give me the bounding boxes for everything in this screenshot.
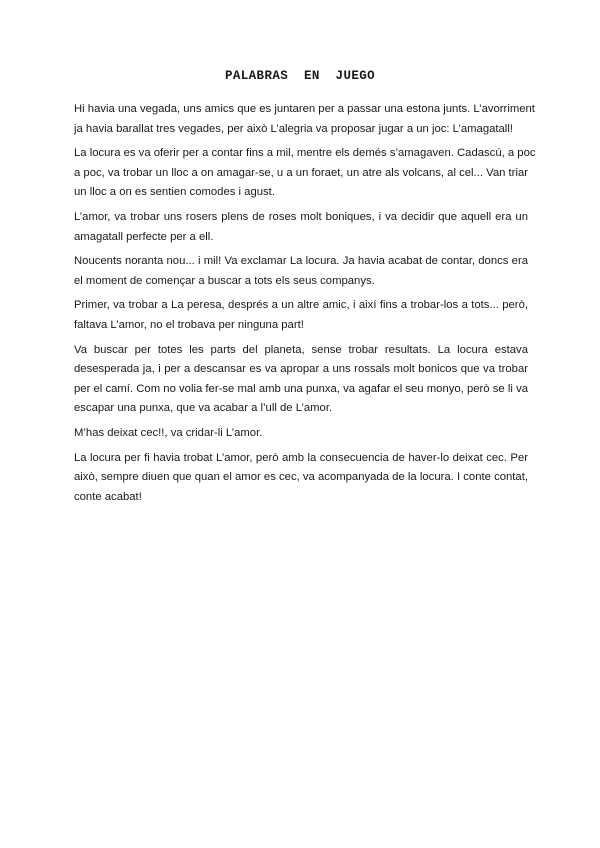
text-line: Hi havia una vegada, uns amics que es juntaren per a passar una estona junts. L’avorriment	[74, 103, 535, 115]
text-line: per el camí. Com no volia fer-se mal amb una punxa, va agafar el seu monyo, però se li va	[74, 382, 528, 395]
text-line: faltava L’amor, no el trobava per ninguna part!	[74, 318, 304, 331]
paragraph-6	[74, 341, 528, 419]
text-line: a poc, va trobar un lloc a on amagar-se, u a un foraet, un atre als volcans, al cel... Van triar	[74, 166, 528, 179]
paragraph-3	[74, 208, 528, 247]
text-line: Va buscar per totes les parts del planeta, sense trobar resultats. La locura estava	[74, 343, 528, 356]
text-line: L’amor, va trobar uns rosers plens de roses molt boniques, i va decidir que aquell era un	[74, 210, 528, 223]
paragraph-5	[74, 296, 528, 335]
text-line: Primer, va trobar a La peresa, després a un altre amic, i així fins a trobar-los a tots... però,	[74, 299, 528, 312]
text-line: Noucents noranta nou... i mil! Va exclamar La locura. Ja havia acabat de contar, doncs era	[74, 255, 528, 268]
document-body	[74, 100, 536, 512]
text-line: amagatall perfecte per a ell.	[74, 230, 214, 243]
text-line: un lloc a on es sentien comodes i agust.	[74, 186, 275, 199]
text-line: escapar una punxa, que va acabar a l’ull de L’amor.	[74, 402, 333, 415]
text-line: conte acabat!	[74, 490, 142, 503]
paragraph-8	[74, 449, 528, 508]
paragraph-1	[74, 100, 535, 139]
document-title: PALABRAS EN JUEGO	[224, 69, 376, 83]
text-line: La locura es va oferir per a contar fins a mil, mentre els demés s’amagaven. Cadascú, a poc	[74, 147, 536, 160]
paragraph-2	[74, 144, 536, 203]
text-line: el moment de començar a buscar a tots els seus companys.	[74, 274, 375, 287]
paragraph-4	[74, 252, 528, 291]
paragraph-7	[74, 424, 528, 444]
text-line: desesperada ja, i per a descansar es va apropar a uns rossals molt bonicos que va trobar	[74, 363, 528, 376]
text-line: ja havia barallat tres vegades, per això L’alegria va proposar jugar a un joc: L’amagatall!	[74, 122, 513, 135]
text-line: La locura per fi havia trobat L’amor, però amb la consecuencia de haver-lo deixat cec. Per	[74, 451, 528, 464]
text-line: això, sempre diuen que quan el amor es cec, va acompanyada de la locura. I conte contat,	[74, 471, 528, 484]
text-line: M’has deixat cec!!, va cridar-li L’amor.	[74, 426, 263, 439]
